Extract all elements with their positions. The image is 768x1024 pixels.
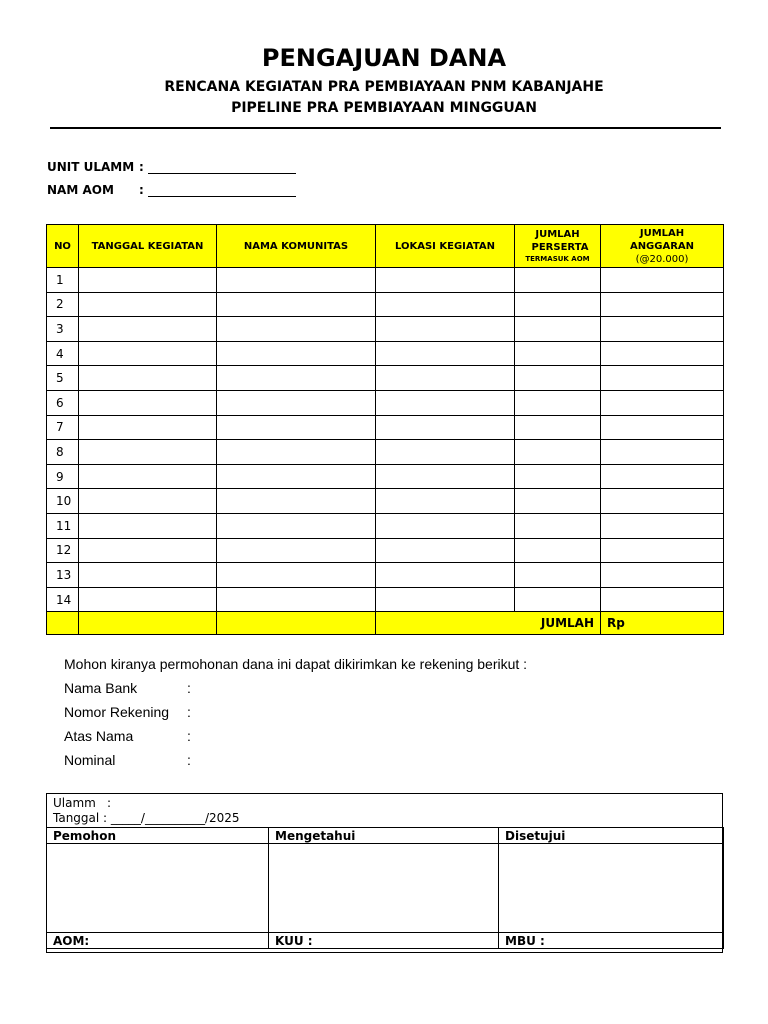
bank-intro-text: Mohon kiranya permohonan dana ini dapat dikirimkan ke rekening berikut : bbox=[64, 656, 528, 672]
cell-komunitas[interactable] bbox=[217, 292, 376, 317]
cell-anggaran[interactable] bbox=[601, 587, 724, 612]
unit-ulamm-field[interactable] bbox=[148, 161, 296, 174]
cell-tanggal[interactable] bbox=[79, 440, 217, 465]
cell-tanggal[interactable] bbox=[79, 317, 217, 342]
cell-anggaran[interactable] bbox=[601, 390, 724, 415]
mengetahui-label: Mengetahui bbox=[269, 828, 499, 844]
cell-anggaran[interactable] bbox=[601, 440, 724, 465]
cell-lokasi[interactable] bbox=[376, 538, 515, 563]
bank-label: Atas Nama bbox=[64, 728, 134, 744]
nam-aom-field[interactable] bbox=[148, 184, 296, 197]
activity-table bbox=[46, 224, 724, 635]
nam-aom-row bbox=[47, 183, 296, 197]
cell-lokasi[interactable] bbox=[376, 292, 515, 317]
bank-row-atas-nama bbox=[64, 728, 191, 744]
cell-tanggal[interactable] bbox=[79, 366, 217, 391]
cell-no: 9 bbox=[47, 464, 79, 489]
cell-anggaran[interactable] bbox=[601, 341, 724, 366]
cell-anggaran[interactable] bbox=[601, 464, 724, 489]
page-title: PENGAJUAN DANA bbox=[261, 44, 507, 72]
cell-no: 11 bbox=[47, 513, 79, 538]
cell-no: 5 bbox=[47, 366, 79, 391]
cell-tanggal[interactable] bbox=[79, 268, 217, 293]
cell-komunitas[interactable] bbox=[217, 464, 376, 489]
cell-anggaran[interactable] bbox=[601, 513, 724, 538]
cell-lokasi[interactable] bbox=[376, 415, 515, 440]
mengetahui-signature-area[interactable] bbox=[269, 844, 499, 933]
cell-komunitas[interactable] bbox=[217, 366, 376, 391]
cell-tanggal[interactable] bbox=[79, 513, 217, 538]
cell-anggaran[interactable] bbox=[601, 317, 724, 342]
cell-tanggal[interactable] bbox=[79, 390, 217, 415]
signature-box bbox=[46, 793, 723, 953]
cell-peserta[interactable] bbox=[515, 292, 601, 317]
title-divider bbox=[50, 127, 721, 129]
cell-peserta[interactable] bbox=[515, 415, 601, 440]
cell-tanggal[interactable] bbox=[79, 538, 217, 563]
bank-label: Nama Bank bbox=[64, 680, 138, 696]
cell-lokasi[interactable] bbox=[376, 390, 515, 415]
header-anggaran-sub: (@20.000) bbox=[635, 253, 689, 265]
bank-label: Nomor Rekening bbox=[64, 704, 170, 720]
table-row bbox=[47, 563, 724, 588]
footer-cell-komunitas bbox=[217, 612, 376, 635]
cell-tanggal[interactable] bbox=[79, 292, 217, 317]
bank-colon: : bbox=[187, 728, 191, 744]
bank-row-nomor-rekening bbox=[64, 704, 191, 720]
cell-lokasi[interactable] bbox=[376, 317, 515, 342]
page-subtitle-1: RENCANA KEGIATAN PRA PEMBIAYAAN PNM KABANJAHE bbox=[164, 79, 604, 95]
cell-anggaran[interactable] bbox=[601, 292, 724, 317]
disetujui-signature-area[interactable] bbox=[499, 844, 724, 933]
cell-no: 1 bbox=[47, 268, 79, 293]
cell-anggaran[interactable] bbox=[601, 268, 724, 293]
cell-tanggal[interactable] bbox=[79, 587, 217, 612]
sign-footer-row bbox=[47, 933, 724, 949]
bank-colon: : bbox=[187, 752, 191, 768]
header-komunitas: NAMA KOMUNITAS bbox=[217, 225, 376, 268]
cell-tanggal[interactable] bbox=[79, 489, 217, 514]
cell-no: 10 bbox=[47, 489, 79, 514]
header-peserta bbox=[515, 225, 601, 268]
table-header-row bbox=[47, 225, 724, 268]
cell-lokasi[interactable] bbox=[376, 563, 515, 588]
cell-komunitas[interactable] bbox=[217, 538, 376, 563]
nam-aom-colon: : bbox=[139, 183, 144, 197]
footer-rp-label[interactable]: Rp bbox=[601, 612, 724, 635]
footer-jumlah-label: JUMLAH bbox=[376, 612, 601, 635]
cell-lokasi[interactable] bbox=[376, 513, 515, 538]
bank-row-nama-bank bbox=[64, 680, 191, 696]
signature-table bbox=[46, 827, 724, 949]
header-anggaran-main: JUMLAH ANGGARAN bbox=[629, 227, 695, 252]
cell-anggaran[interactable] bbox=[601, 538, 724, 563]
table-row bbox=[47, 440, 724, 465]
cell-peserta[interactable] bbox=[515, 390, 601, 415]
cell-no: 13 bbox=[47, 563, 79, 588]
footer-cell-tanggal bbox=[79, 612, 217, 635]
ulamm-label: Ulamm bbox=[53, 796, 96, 810]
table-row bbox=[47, 538, 724, 563]
ulamm-colon: : bbox=[107, 796, 112, 810]
table-row bbox=[47, 366, 724, 391]
sign-space-row bbox=[47, 844, 724, 933]
cell-no: 12 bbox=[47, 538, 79, 563]
cell-no: 3 bbox=[47, 317, 79, 342]
bank-colon: : bbox=[187, 704, 191, 720]
page-subtitle-2: PIPELINE PRA PEMBIAYAAN MINGGUAN bbox=[231, 100, 537, 116]
cell-no: 8 bbox=[47, 440, 79, 465]
cell-tanggal[interactable] bbox=[79, 464, 217, 489]
cell-peserta[interactable] bbox=[515, 563, 601, 588]
kuu-label: KUU : bbox=[269, 933, 499, 949]
table-row bbox=[47, 317, 724, 342]
header-no: NO bbox=[47, 225, 79, 268]
table-row bbox=[47, 390, 724, 415]
cell-komunitas[interactable] bbox=[217, 563, 376, 588]
cell-lokasi[interactable] bbox=[376, 464, 515, 489]
cell-no: 4 bbox=[47, 341, 79, 366]
disetujui-label: Disetujui bbox=[499, 828, 724, 844]
header-tanggal: TANGGAL KEGIATAN bbox=[79, 225, 217, 268]
cell-lokasi[interactable] bbox=[376, 489, 515, 514]
table-row bbox=[47, 587, 724, 612]
table-row bbox=[47, 415, 724, 440]
cell-anggaran[interactable] bbox=[601, 415, 724, 440]
cell-komunitas[interactable] bbox=[217, 317, 376, 342]
cell-komunitas[interactable] bbox=[217, 341, 376, 366]
cell-komunitas[interactable] bbox=[217, 513, 376, 538]
pemohon-label: Pemohon bbox=[47, 828, 269, 844]
table-row bbox=[47, 513, 724, 538]
cell-komunitas[interactable] bbox=[217, 268, 376, 293]
table-row bbox=[47, 464, 724, 489]
cell-anggaran[interactable] bbox=[601, 563, 724, 588]
table-row bbox=[47, 292, 724, 317]
cell-tanggal[interactable] bbox=[79, 341, 217, 366]
cell-peserta[interactable] bbox=[515, 489, 601, 514]
cell-anggaran[interactable] bbox=[601, 489, 724, 514]
nam-aom-label: NAM AOM bbox=[47, 183, 114, 197]
cell-lokasi[interactable] bbox=[376, 268, 515, 293]
cell-peserta[interactable] bbox=[515, 366, 601, 391]
cell-komunitas[interactable] bbox=[217, 390, 376, 415]
cell-lokasi[interactable] bbox=[376, 341, 515, 366]
cell-tanggal[interactable] bbox=[79, 415, 217, 440]
unit-ulamm-colon: : bbox=[139, 160, 144, 174]
unit-ulamm-label: UNIT ULAMM bbox=[47, 160, 135, 174]
cell-no: 14 bbox=[47, 587, 79, 612]
cell-lokasi[interactable] bbox=[376, 587, 515, 612]
header-lokasi: LOKASI KEGIATAN bbox=[376, 225, 515, 268]
mbu-label: MBU : bbox=[499, 933, 724, 949]
header-peserta-main: JUMLAH PERSERTA bbox=[531, 229, 589, 253]
bank-row-nominal bbox=[64, 752, 191, 768]
cell-no: 6 bbox=[47, 390, 79, 415]
table-row bbox=[47, 489, 724, 514]
cell-tanggal[interactable] bbox=[79, 563, 217, 588]
cell-lokasi[interactable] bbox=[376, 440, 515, 465]
cell-komunitas[interactable] bbox=[217, 415, 376, 440]
cell-komunitas[interactable] bbox=[217, 440, 376, 465]
sign-header bbox=[53, 796, 240, 826]
unit-ulamm-row bbox=[47, 160, 296, 174]
header-peserta-sub: TERMASUK AOM bbox=[525, 255, 590, 263]
aom-label: AOM: bbox=[47, 933, 269, 949]
cell-peserta[interactable] bbox=[515, 317, 601, 342]
cell-peserta[interactable] bbox=[515, 587, 601, 612]
table-row bbox=[47, 268, 724, 293]
cell-peserta[interactable] bbox=[515, 440, 601, 465]
cell-peserta[interactable] bbox=[515, 341, 601, 366]
cell-no: 7 bbox=[47, 415, 79, 440]
table-row bbox=[47, 341, 724, 366]
bank-label: Nominal bbox=[64, 752, 116, 768]
cell-peserta[interactable] bbox=[515, 268, 601, 293]
cell-peserta[interactable] bbox=[515, 513, 601, 538]
ulamm-row bbox=[53, 796, 240, 811]
cell-komunitas[interactable] bbox=[217, 587, 376, 612]
cell-peserta[interactable] bbox=[515, 464, 601, 489]
bank-colon: : bbox=[187, 680, 191, 696]
header-anggaran bbox=[601, 225, 724, 268]
footer-cell-no bbox=[47, 612, 79, 635]
cell-lokasi[interactable] bbox=[376, 366, 515, 391]
sign-header-row bbox=[47, 828, 724, 844]
cell-no: 2 bbox=[47, 292, 79, 317]
cell-peserta[interactable] bbox=[515, 538, 601, 563]
pemohon-signature-area[interactable] bbox=[47, 844, 269, 933]
cell-anggaran[interactable] bbox=[601, 366, 724, 391]
cell-komunitas[interactable] bbox=[217, 489, 376, 514]
tanggal-row: Tanggal : _____/__________/2025 bbox=[53, 811, 240, 825]
table-footer-row bbox=[47, 612, 724, 635]
